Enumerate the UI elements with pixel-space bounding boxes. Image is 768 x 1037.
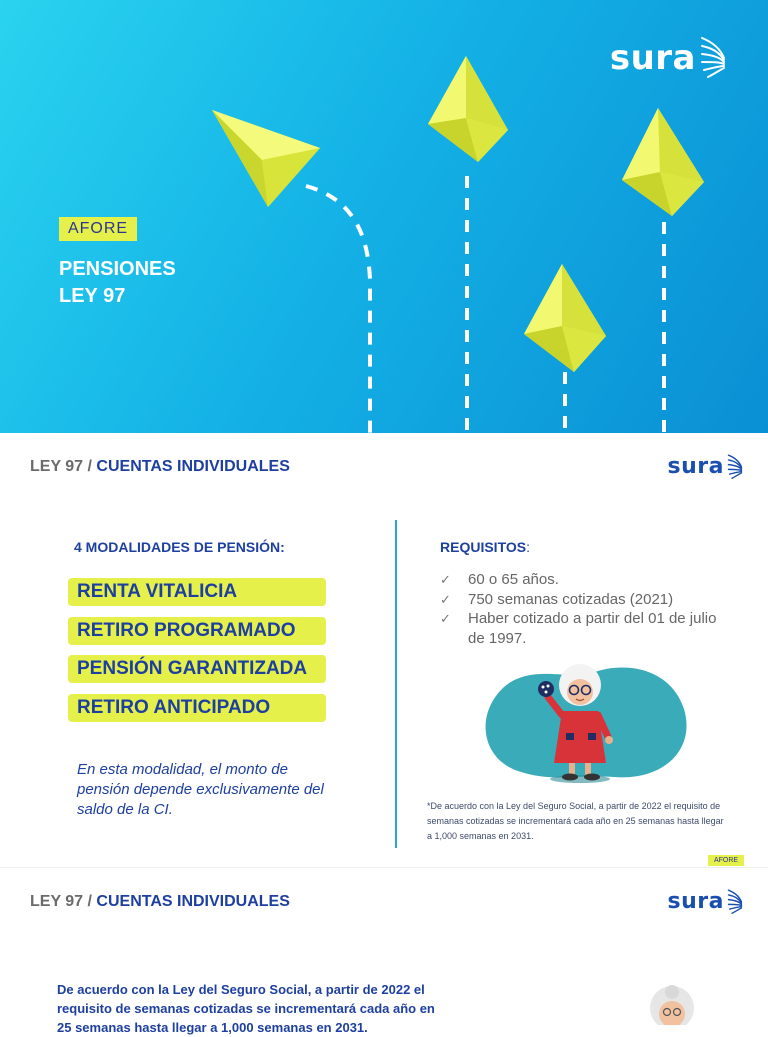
column-divider <box>395 520 397 848</box>
requirements-heading-text: REQUISITOS <box>440 539 527 555</box>
hero-banner <box>0 0 768 433</box>
social-security-note: De acuerdo con la Ley del Seguro Social, a partir de 2022 el requisito de semanas cotizadas se incrementará cada año en 25 semanas hasta llegar a 1,000 semanas en 2031. <box>57 982 435 1035</box>
modality-item: RETIRO PROGRAMADO <box>68 617 326 645</box>
modality-item: RENTA VITALICIA <box>68 578 326 606</box>
afore-tag: AFORE <box>59 217 137 241</box>
hero-title <box>59 256 176 310</box>
wing-icon <box>726 889 744 915</box>
section-header-prefix: LEY 97 / <box>30 458 97 475</box>
modality-description: En esta modalidad, el monto de pensión depende exclusivamente del saldo de la CI. <box>77 761 324 818</box>
hero-title-line-2: LEY 97 <box>59 285 126 307</box>
modalities-list <box>68 578 326 732</box>
sura-logo[interactable] <box>668 453 744 481</box>
section-header-prefix: LEY 97 / <box>30 893 97 910</box>
sura-logo-text: sura <box>667 454 724 479</box>
requirement-text: Haber cotizado a partir del 01 de julio de 1997. <box>468 610 717 647</box>
sura-logo[interactable] <box>668 888 744 916</box>
paper-plane-icon <box>212 110 320 207</box>
dashed-trail <box>306 186 370 433</box>
check-icon: ✓ <box>440 611 451 626</box>
requirements-heading-colon: : <box>526 539 530 555</box>
modality-item: RETIRO ANTICIPADO <box>68 694 326 722</box>
section-header <box>30 458 290 476</box>
modalities-heading: 4 MODALIDADES DE PENSIÓN: <box>74 539 285 555</box>
requirement-text: 60 o 65 años. <box>468 571 559 588</box>
slide-cuentas-individuales-2 <box>0 867 768 1035</box>
check-icon: ✓ <box>440 591 451 607</box>
section-header-accent: CUENTAS INDIVIDUALES <box>96 893 290 910</box>
hero-title-line-1: PENSIONES <box>59 258 176 280</box>
sura-logo[interactable] <box>610 36 728 80</box>
section-header-accent: CUENTAS INDIVIDUALES <box>96 458 290 475</box>
requirement-text: 750 semanas cotizadas (2021) <box>468 590 674 608</box>
requirement-item <box>440 570 720 590</box>
requirement-item <box>440 609 720 648</box>
requirement-item <box>440 590 720 610</box>
grandmother-illustration <box>474 659 690 785</box>
check-icon: ✓ <box>440 572 451 587</box>
sura-logo-text: sura <box>667 889 724 914</box>
modality-item: PENSIÓN GARANTIZADA <box>68 655 326 683</box>
paper-plane-icon <box>524 264 606 372</box>
wing-icon <box>698 36 728 80</box>
sura-logo-text: sura <box>609 38 696 78</box>
grandmother-avatar <box>640 980 700 1025</box>
footnote: *De acuerdo con la Ley del Seguro Social, a partir de 2022 el requisito de semanas cotizadas se incrementará cada año en 25 semanas hasta llegar a 1,000 semanas en 2031. <box>427 801 724 841</box>
requirements-heading <box>440 539 530 555</box>
wing-icon <box>726 454 744 480</box>
paper-plane-icon <box>622 108 704 216</box>
requirements-list <box>440 570 720 648</box>
section-header <box>30 893 290 911</box>
slide-cuentas-individuales <box>0 433 768 867</box>
paper-plane-icon <box>428 56 508 162</box>
afore-small-tag: AFORE <box>708 855 744 866</box>
